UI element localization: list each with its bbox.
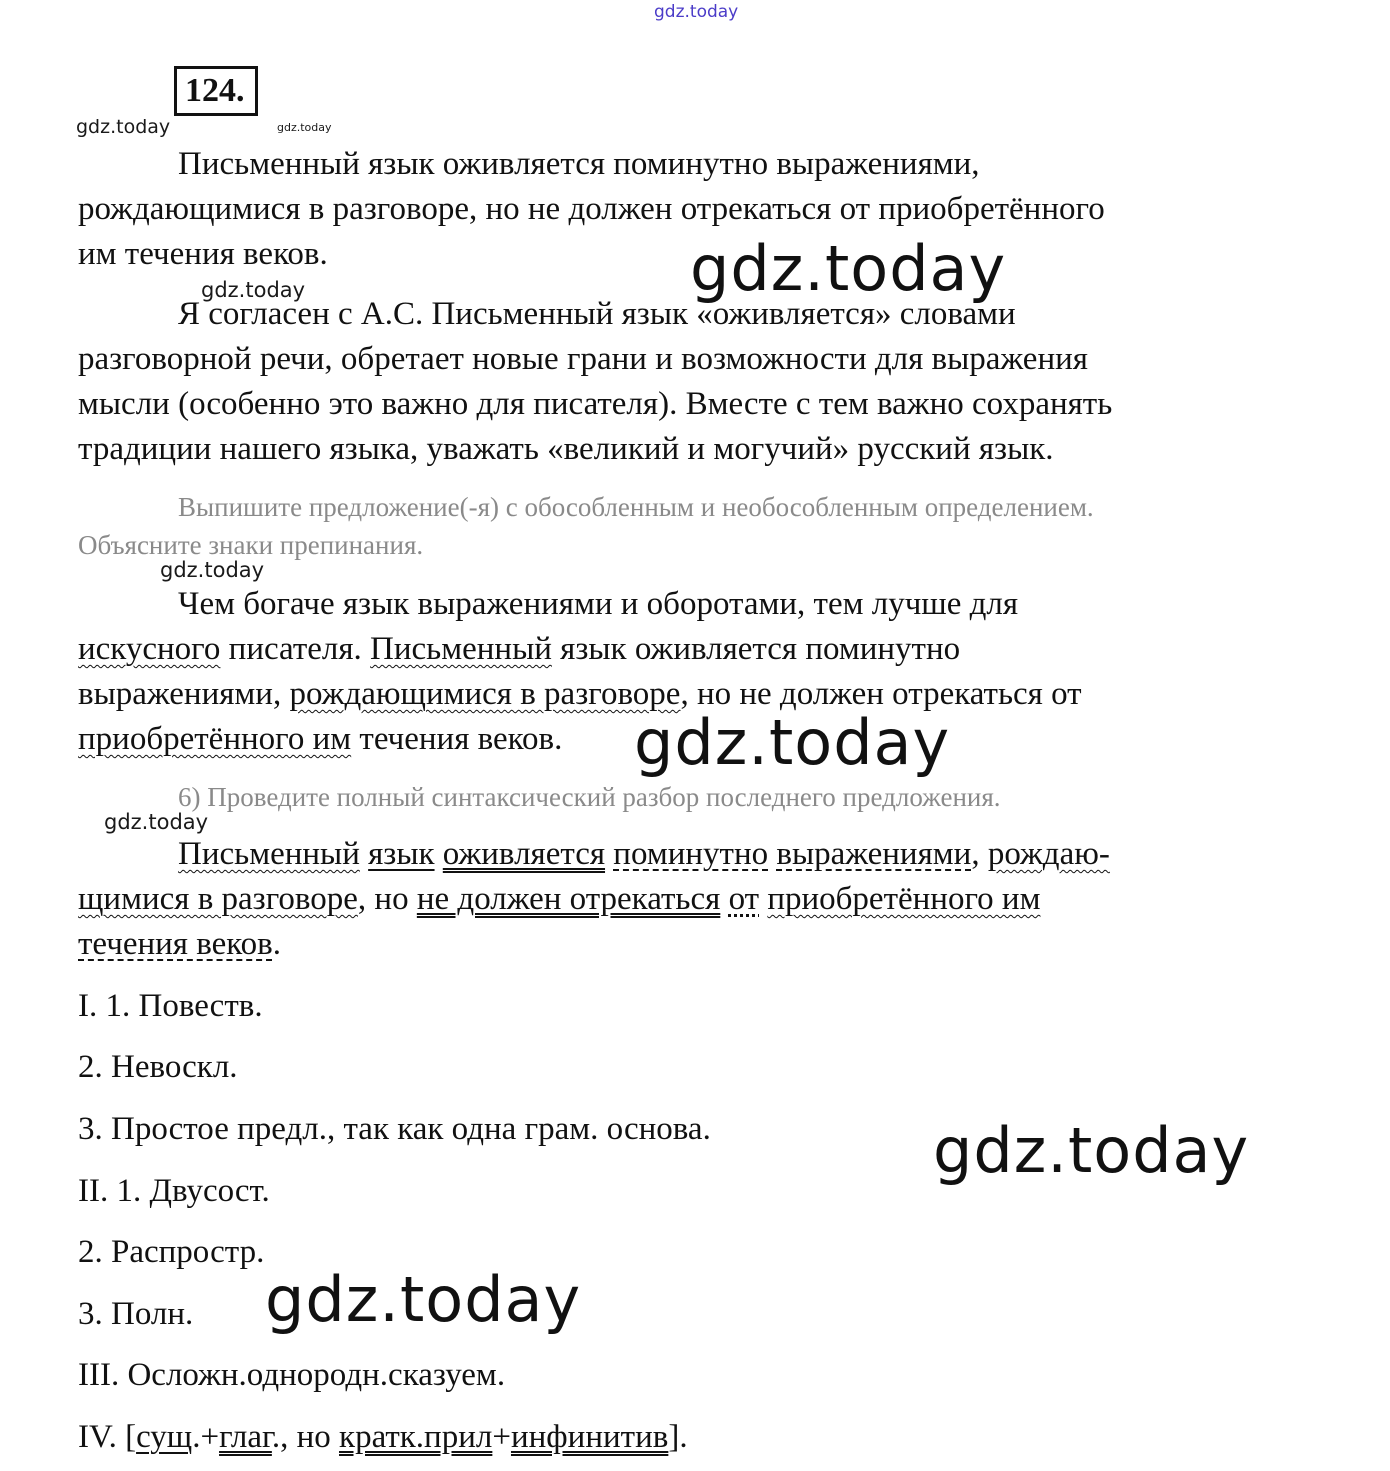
- analysis-item: 2. Невоскл.: [78, 1049, 238, 1085]
- predicate-underline: оживляется: [442, 836, 606, 872]
- scheme-verb: глаг: [219, 1419, 272, 1455]
- watermark-large: gdz.today: [265, 1263, 582, 1336]
- watermark: gdz.today: [277, 121, 332, 134]
- wavy-underlined-phrase: приобретённого им: [78, 721, 352, 757]
- attribute-phrase-underline: щимися в разговоре: [78, 881, 358, 917]
- object-underline: выражениями: [776, 836, 972, 872]
- task-instruction-a: Выпишите предложение(-я) с обособленным и необособленным определением. Объясните знаки препинания.: [78, 492, 1094, 560]
- preposition-mark: от: [728, 881, 760, 917]
- watermark-large: gdz.today: [690, 232, 1007, 305]
- attribute-phrase-underline: рождаю-: [987, 836, 1110, 872]
- wavy-underlined-word: искусного: [78, 631, 221, 667]
- attribute-phrase-underline: приобретённого им: [767, 881, 1041, 917]
- scheme-noun: сущ: [136, 1419, 193, 1455]
- object-underline: течения веков: [78, 926, 273, 962]
- wavy-underlined-word: Письменный: [370, 631, 552, 667]
- scheme-infinitive: инфинитив: [510, 1419, 669, 1455]
- scheme-adjective: кратк.прил: [339, 1419, 493, 1455]
- analysis-item: 2. Распростр.: [78, 1234, 265, 1270]
- predicate-underline: не должен отрекаться: [416, 881, 721, 917]
- watermark-large: gdz.today: [933, 1114, 1250, 1187]
- watermark: gdz.today: [104, 810, 209, 834]
- circumstance-underline: поминутно: [613, 836, 769, 872]
- attribute-underline: Письменный: [178, 836, 360, 872]
- watermark: gdz.today: [76, 116, 171, 138]
- analysis-item: I. 1. Повеств.: [78, 988, 263, 1024]
- subject-underline: язык: [368, 836, 435, 872]
- watermark: gdz.today: [160, 558, 265, 582]
- quote-paragraph: Письменный язык оживляется поминутно выражениями, рождающимися в разговоре, но не должен отрекаться от приобретённого им течения веков.: [78, 146, 1105, 272]
- task-number: 124.: [174, 66, 258, 116]
- wavy-underlined-phrase: рождающимися в разговоре: [289, 676, 681, 712]
- analysis-item: 3. Простое предл., так как одна грам. основа.: [78, 1111, 711, 1147]
- parsed-sentence: Письменный язык оживляется поминутно выражениями, рождаю- щимися в разговоре, но не должен отрекаться от приобретённого им течения веков.: [78, 836, 1110, 962]
- watermark: gdz.today: [201, 278, 306, 302]
- opinion-paragraph: Я согласен с А.С. Письменный язык «оживляется» словами разговорной речи, обретает новые грани и возможности для выражения мысли (особенно это важно для писателя). Вместе с тем важно сохранять традиции нашего языка, уважать «великий и могучий» русский язык.: [78, 296, 1113, 467]
- sentence-scheme: IV. [сущ.+глаг., но кратк.прил+инфинитив].: [78, 1419, 688, 1455]
- analysis-item: 3. Полн.: [78, 1296, 194, 1332]
- watermark-top: gdz.today: [654, 2, 739, 22]
- task-instruction-b: 6) Проведите полный синтаксический разбор последнего предложения.: [178, 782, 1001, 812]
- watermark-large: gdz.today: [634, 706, 951, 779]
- answer-a-paragraph: Чем богаче язык выражениями и оборотами, тем лучше для искусного писателя. Письменный язык оживляется поминутно выражениями, рождающимися в разговоре, но не должен отрекаться от приобретённого им течения веков.: [78, 586, 1082, 757]
- analysis-item: II. 1. Двусост.: [78, 1173, 270, 1209]
- analysis-item: III. Осложн.однородн.сказуем.: [78, 1357, 506, 1393]
